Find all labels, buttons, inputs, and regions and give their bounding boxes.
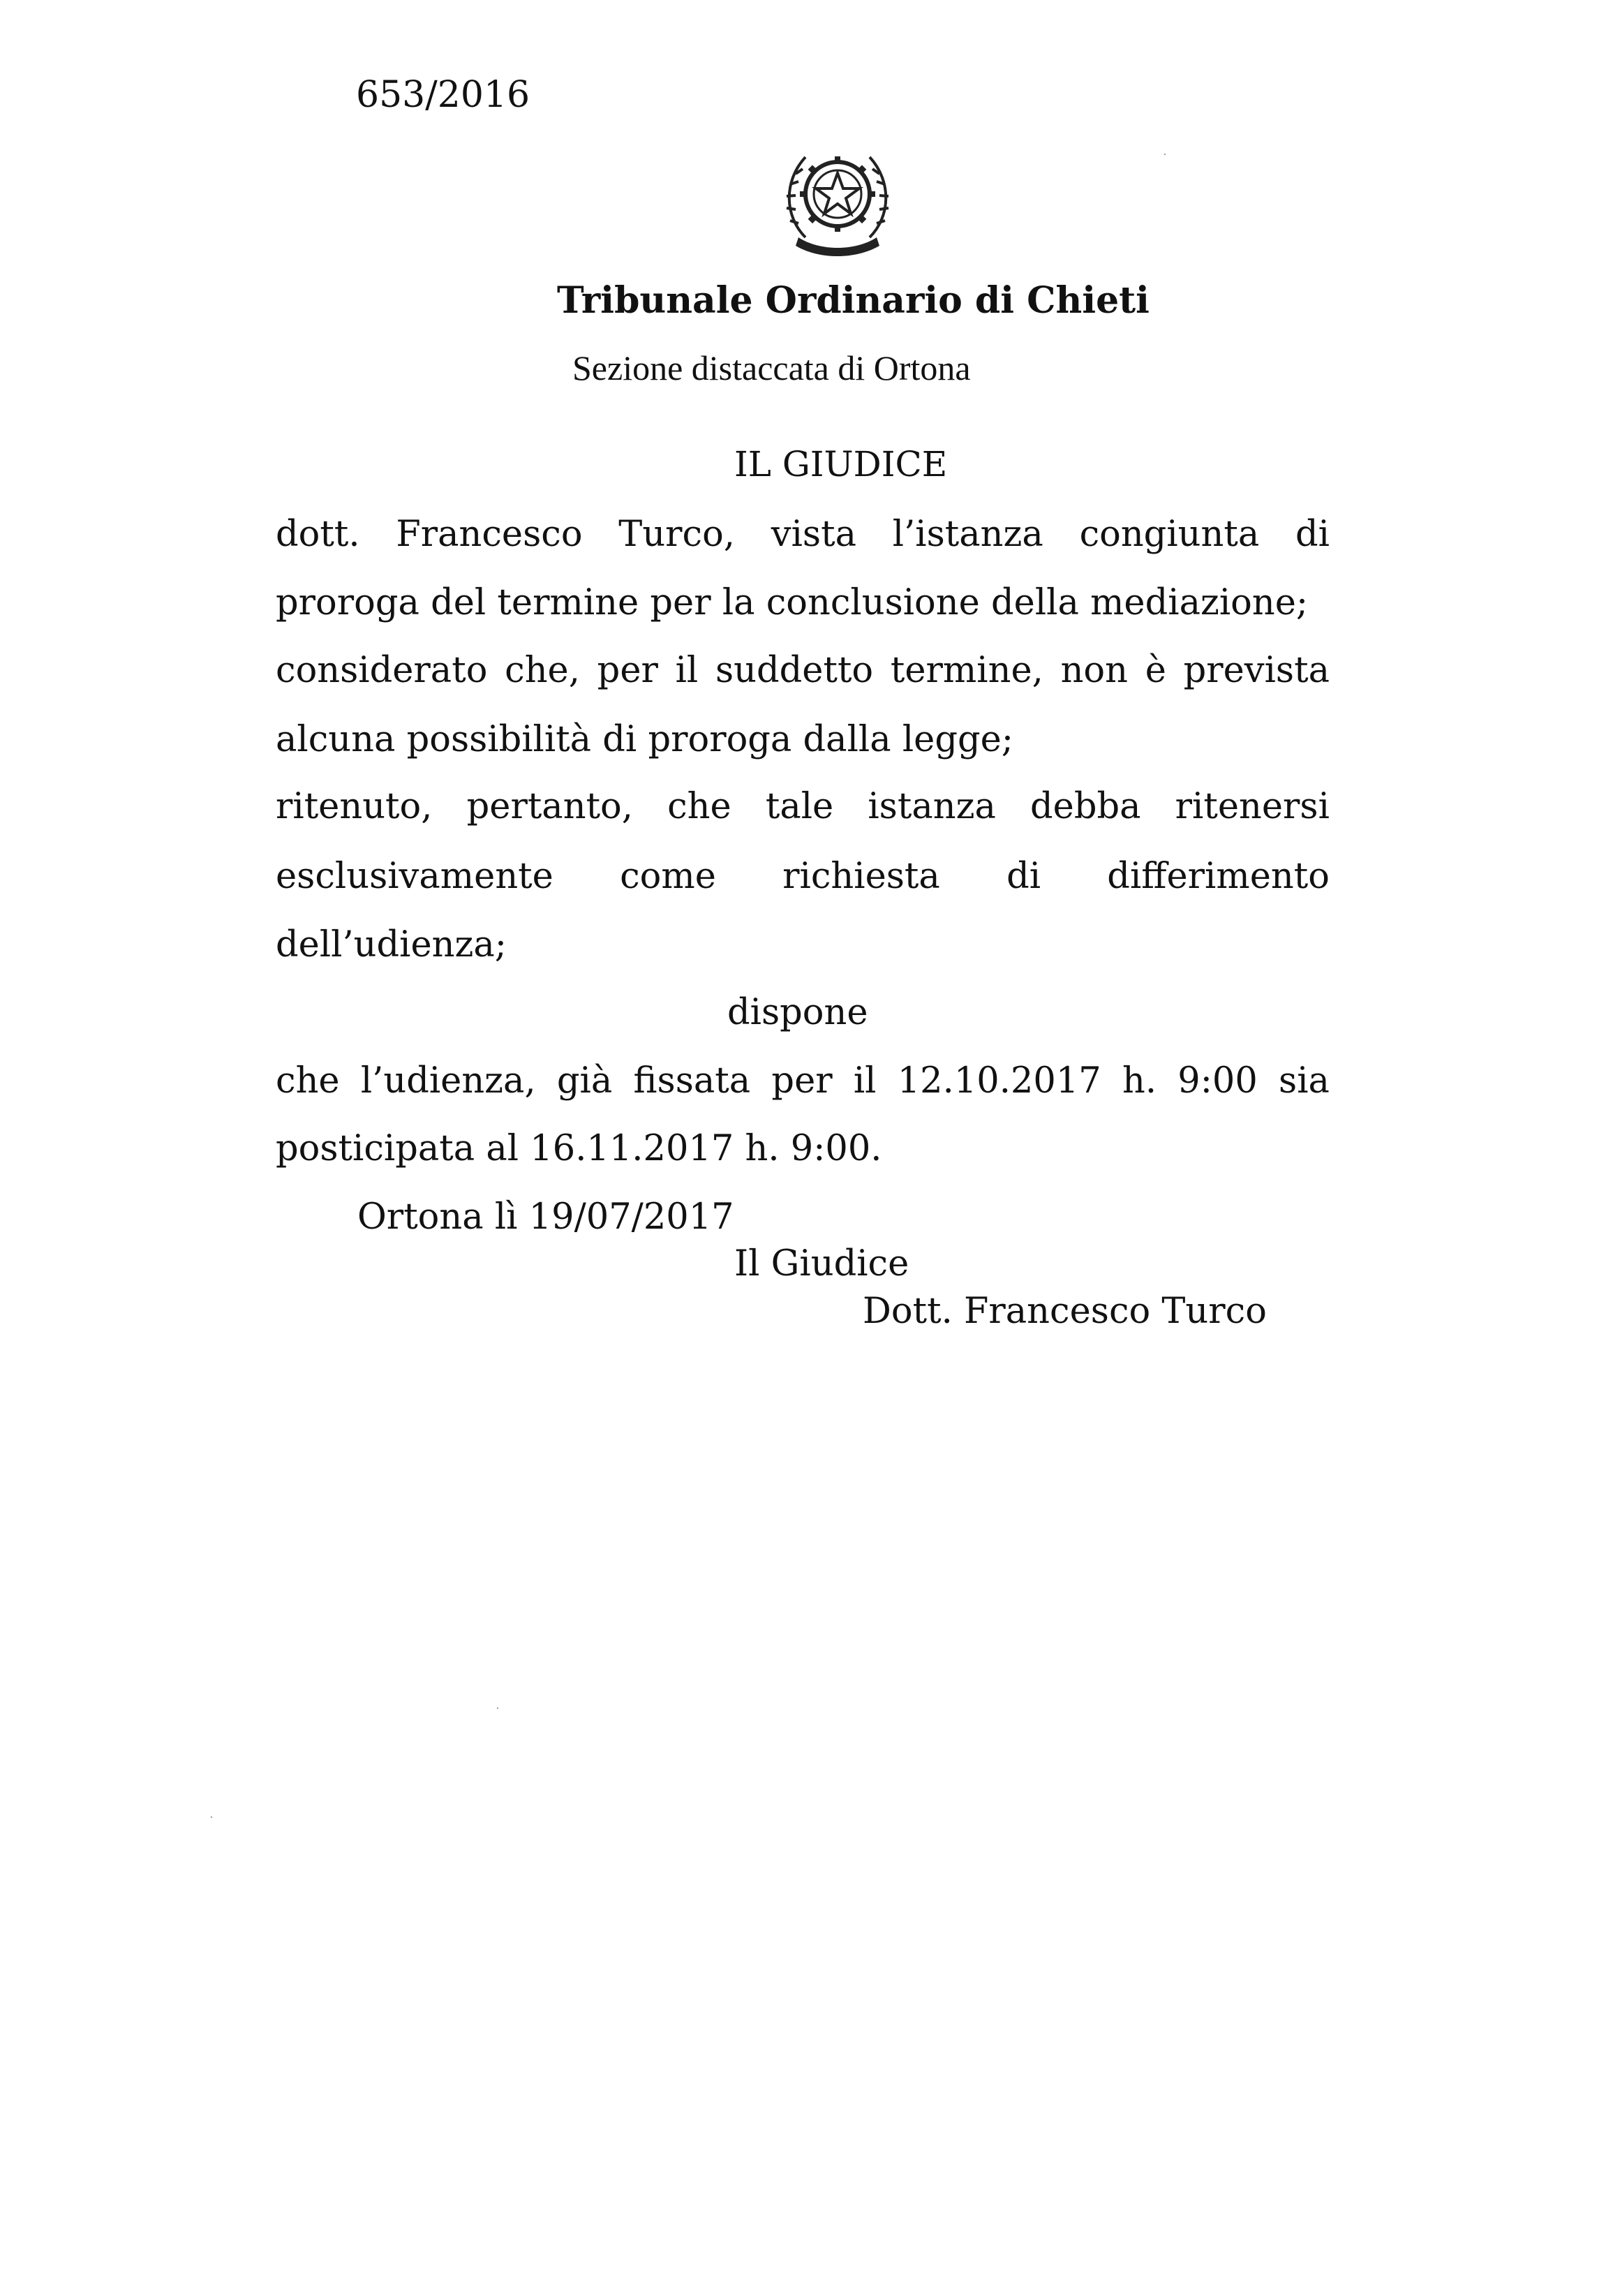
word: di — [1295, 514, 1330, 555]
word: il — [675, 650, 699, 691]
word: dott. — [276, 514, 360, 555]
word: suddetto — [715, 650, 874, 691]
signature-title: Il Giudice — [734, 1243, 909, 1284]
word: Turco, — [618, 514, 736, 555]
paragraph-1-line-7: dell’udienza; — [276, 924, 507, 965]
paragraph-1-line-2: proroga del termine per la conclusione della mediazione; — [276, 582, 1309, 623]
word: non — [1060, 650, 1128, 691]
word: che — [276, 1060, 340, 1102]
word: ritenuto, — [276, 786, 433, 827]
word: considerato — [276, 650, 488, 691]
word: termine, — [890, 650, 1043, 691]
word: h. — [1122, 1060, 1157, 1102]
word: per — [597, 650, 658, 691]
word: congiunta — [1079, 514, 1260, 555]
word: per — [771, 1060, 833, 1102]
court-section: Sezione distaccata di Ortona — [572, 348, 971, 387]
paragraph-1-line-5 — [276, 786, 1330, 827]
italian-republic-emblem-icon — [778, 133, 898, 258]
paragraph-2-line-2: posticipata al 16.11.2017 h. 9:00. — [276, 1128, 882, 1169]
word: prevista — [1183, 650, 1330, 691]
word: l’udienza, — [360, 1060, 536, 1102]
word: fissata — [633, 1060, 751, 1102]
word: richiesta — [782, 856, 940, 897]
case-number: 653/2016 — [356, 74, 530, 116]
word: vista — [771, 514, 856, 555]
place-date: Ortona lì 19/07/2017 — [357, 1197, 734, 1238]
word: il — [853, 1060, 877, 1102]
paragraph-1-line-6 — [276, 856, 1330, 897]
word: debba — [1030, 786, 1141, 827]
word: che — [667, 786, 731, 827]
word: è — [1145, 650, 1166, 691]
word: come — [620, 856, 716, 897]
scan-speck — [1164, 154, 1166, 155]
disposition-heading: dispone — [727, 992, 868, 1033]
heading-il-giudice: IL GIUDICE — [734, 444, 948, 484]
word: tale — [765, 786, 834, 827]
word: differimento — [1107, 856, 1330, 897]
word: 9:00 — [1177, 1060, 1258, 1102]
word: esclusivamente — [276, 856, 553, 897]
word: di — [1006, 856, 1041, 897]
paragraph-1-line-3 — [276, 650, 1330, 691]
word: pertanto, — [466, 786, 633, 827]
word: sia — [1279, 1060, 1330, 1102]
word: l’istanza — [892, 514, 1043, 555]
word: istanza — [868, 786, 996, 827]
signature-name: Dott. Francesco Turco — [863, 1291, 1267, 1332]
paragraph-1-line-4: alcuna possibilità di proroga dalla legge; — [276, 719, 1013, 760]
word: 12.10.2017 — [897, 1060, 1101, 1102]
court-name: Tribunale Ordinario di Chieti — [557, 279, 1150, 322]
scan-speck — [211, 1816, 212, 1818]
paragraph-1-line-1 — [276, 514, 1330, 555]
word: già — [556, 1060, 613, 1102]
word: che, — [505, 650, 580, 691]
scan-speck — [497, 1708, 498, 1709]
word: ritenersi — [1175, 786, 1330, 827]
word: Francesco — [396, 514, 583, 555]
paragraph-2-line-1 — [276, 1060, 1330, 1102]
